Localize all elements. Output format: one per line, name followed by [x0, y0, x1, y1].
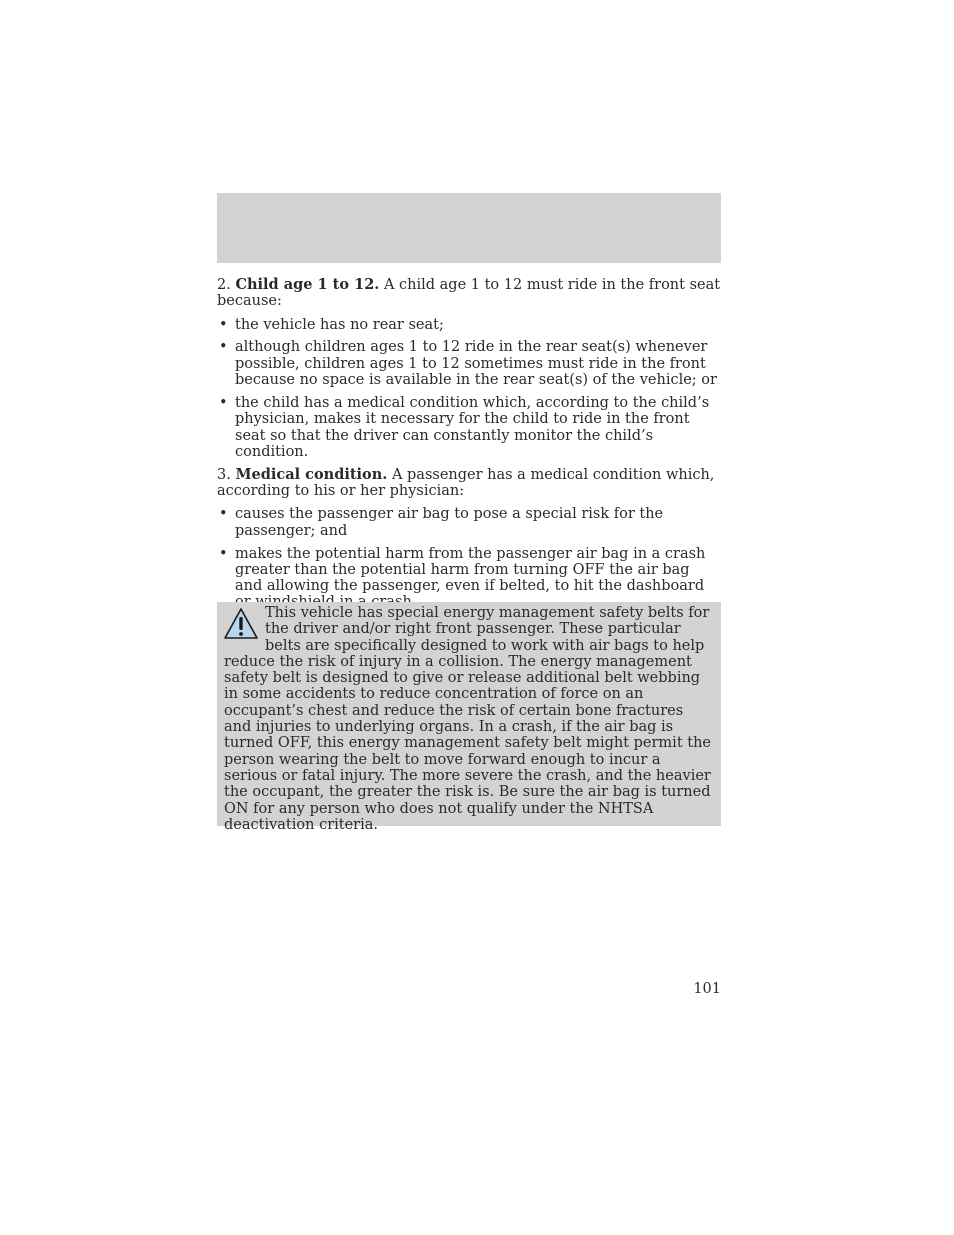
bullet-dot: • [219, 545, 228, 562]
section-2-heading: Child age 1 to 12. [235, 276, 380, 293]
warning-box [217, 602, 721, 833]
section-3-text: A passenger has a medical condition which, according to his or her physician: [217, 466, 715, 500]
warning-triangle-icon [223, 607, 259, 641]
section-2-bullet-list [217, 317, 721, 461]
main-content [217, 277, 721, 617]
list-item: • the vehicle has no rear seat; [219, 316, 444, 333]
warning-text: This vehicle has special energy management safety belts for the driver and/or right front passenger. These particular belts are specifically designed to work with air bags to help reduce the risk of injury in a collision. The energy management safety belt is designed to give or release additional belt webbing in some accidents to reduce concentration of force on an occupant’s chest and reduce the risk of certain bone fractures and injuries to underlying organs. In a crash, if the air bag is turned OFF, this energy management safety belt might permit the person wearing the belt to move forward enough to incur a serious or fatal injury. The more severe the crash, and the heavier the occupant, the greater the risk is. Be sure the air bag is turned ON for any person who does not qualify under the NHTSA deactivation criteria. [224, 605, 711, 833]
list-item: • the child has a medical condition which, according to the child’s physician, makes it necessary for the child to ride in the front seat so that the driver can constantly monitor the child’s condition. [219, 394, 710, 460]
section-2-text: A child age 1 to 12 must ride in the front seat because: [217, 277, 721, 310]
bullet-dot: • [219, 339, 228, 356]
list-item: • although children ages 1 to 12 ride in the rear seat(s) whenever possible, children ages 1 to 12 sometimes must ride in the front because no space is available in the rear seat(s) of the vehicle; or [219, 339, 717, 389]
bullet-dot: • [219, 316, 228, 333]
section-3-bullet-list [217, 506, 721, 610]
section-3-intro [217, 467, 721, 500]
page-number: 101 [693, 981, 721, 997]
bullet-dot: • [219, 394, 228, 411]
list-item: • causes the passenger air bag to pose a special risk for the passenger; and [219, 506, 664, 539]
section-3-number: 3. [217, 466, 231, 483]
section-2-intro [217, 277, 721, 310]
section-3-heading: Medical condition. [235, 465, 388, 483]
section-2-number: 2. [217, 277, 231, 293]
list-item: • makes the potential harm from the passenger air bag in a crash greater than the potential harm from turning OFF the air bag and allowing the passenger, even if belted, to hit the dashboard [219, 545, 706, 595]
bullet-dot: • [219, 506, 228, 523]
header-band [217, 193, 721, 263]
